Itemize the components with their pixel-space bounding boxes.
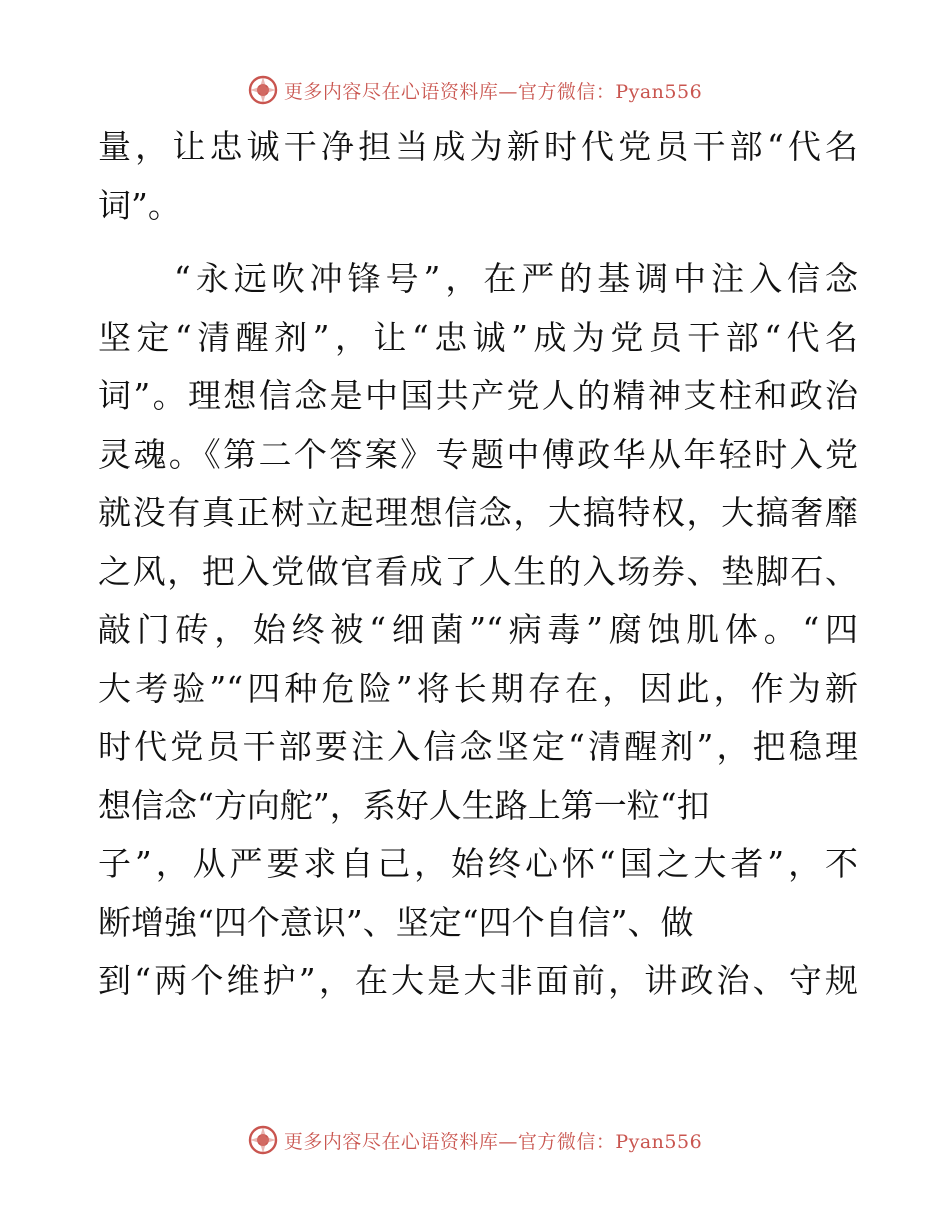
text-line: 之风，把入党做官看成了人生的入场券、垫脚石、 <box>98 551 858 591</box>
watermark-text: 更多内容尽在心语资料库—官方微信：Pyan556 <box>283 1130 703 1153</box>
text-line: 大考验”“四种危险”将长期存在，因此，作为新 <box>98 668 858 708</box>
paragraph-gap <box>98 235 858 250</box>
red-seal-logo-icon <box>248 1125 278 1155</box>
text-line: 词”。 <box>98 185 181 225</box>
watermark-text: 更多内容尽在心语资料库—官方微信：Pyan556 <box>283 80 703 103</box>
paragraph-2 <box>98 250 858 1011</box>
text-line: 坚定“清醒剂”，让“忠诚”成为党员干部“代名 <box>98 317 858 357</box>
text-line: 到“两个维护”，在大是大非面前，讲政治、守规 <box>98 961 858 1000</box>
text-line: 子”，从严要求自己，始终心怀“国之大者”，不 <box>98 844 858 883</box>
paragraph-1 <box>98 118 858 235</box>
document-body <box>98 118 858 1011</box>
text-line: 断增強“四个意识”、坚定“四个自信”、做 <box>98 902 694 942</box>
text-line: 量，让忠诚干净担当成为新时代党员干部“代名 <box>98 127 858 166</box>
red-seal-logo-icon <box>248 75 278 105</box>
text-line: “永远吹冲锋号”，在严的基调中注入信念 <box>98 259 858 298</box>
text-line: 时代党员干部要注入信念坚定“清醒剂”，把稳理 <box>98 727 858 766</box>
watermark-banner-top <box>0 72 950 108</box>
text-line: 就没有真正树立起理想信念，大搞特权，大搞奢靡 <box>98 493 858 532</box>
text-line: 敲门砖，始终被“细菌”“病毒”腐蚀肌体。“四 <box>98 610 858 649</box>
text-line: 词”。理想信念是中国共产党人的精神支柱和政治 <box>98 376 858 415</box>
text-line: 灵魂。《第二个答案》专题中傅政华从年轻时入党 <box>98 434 858 474</box>
watermark-banner-bottom <box>0 1122 950 1158</box>
text-line: 想信念“方向舵”，系好人生路上第一粒“扣 <box>98 785 710 825</box>
